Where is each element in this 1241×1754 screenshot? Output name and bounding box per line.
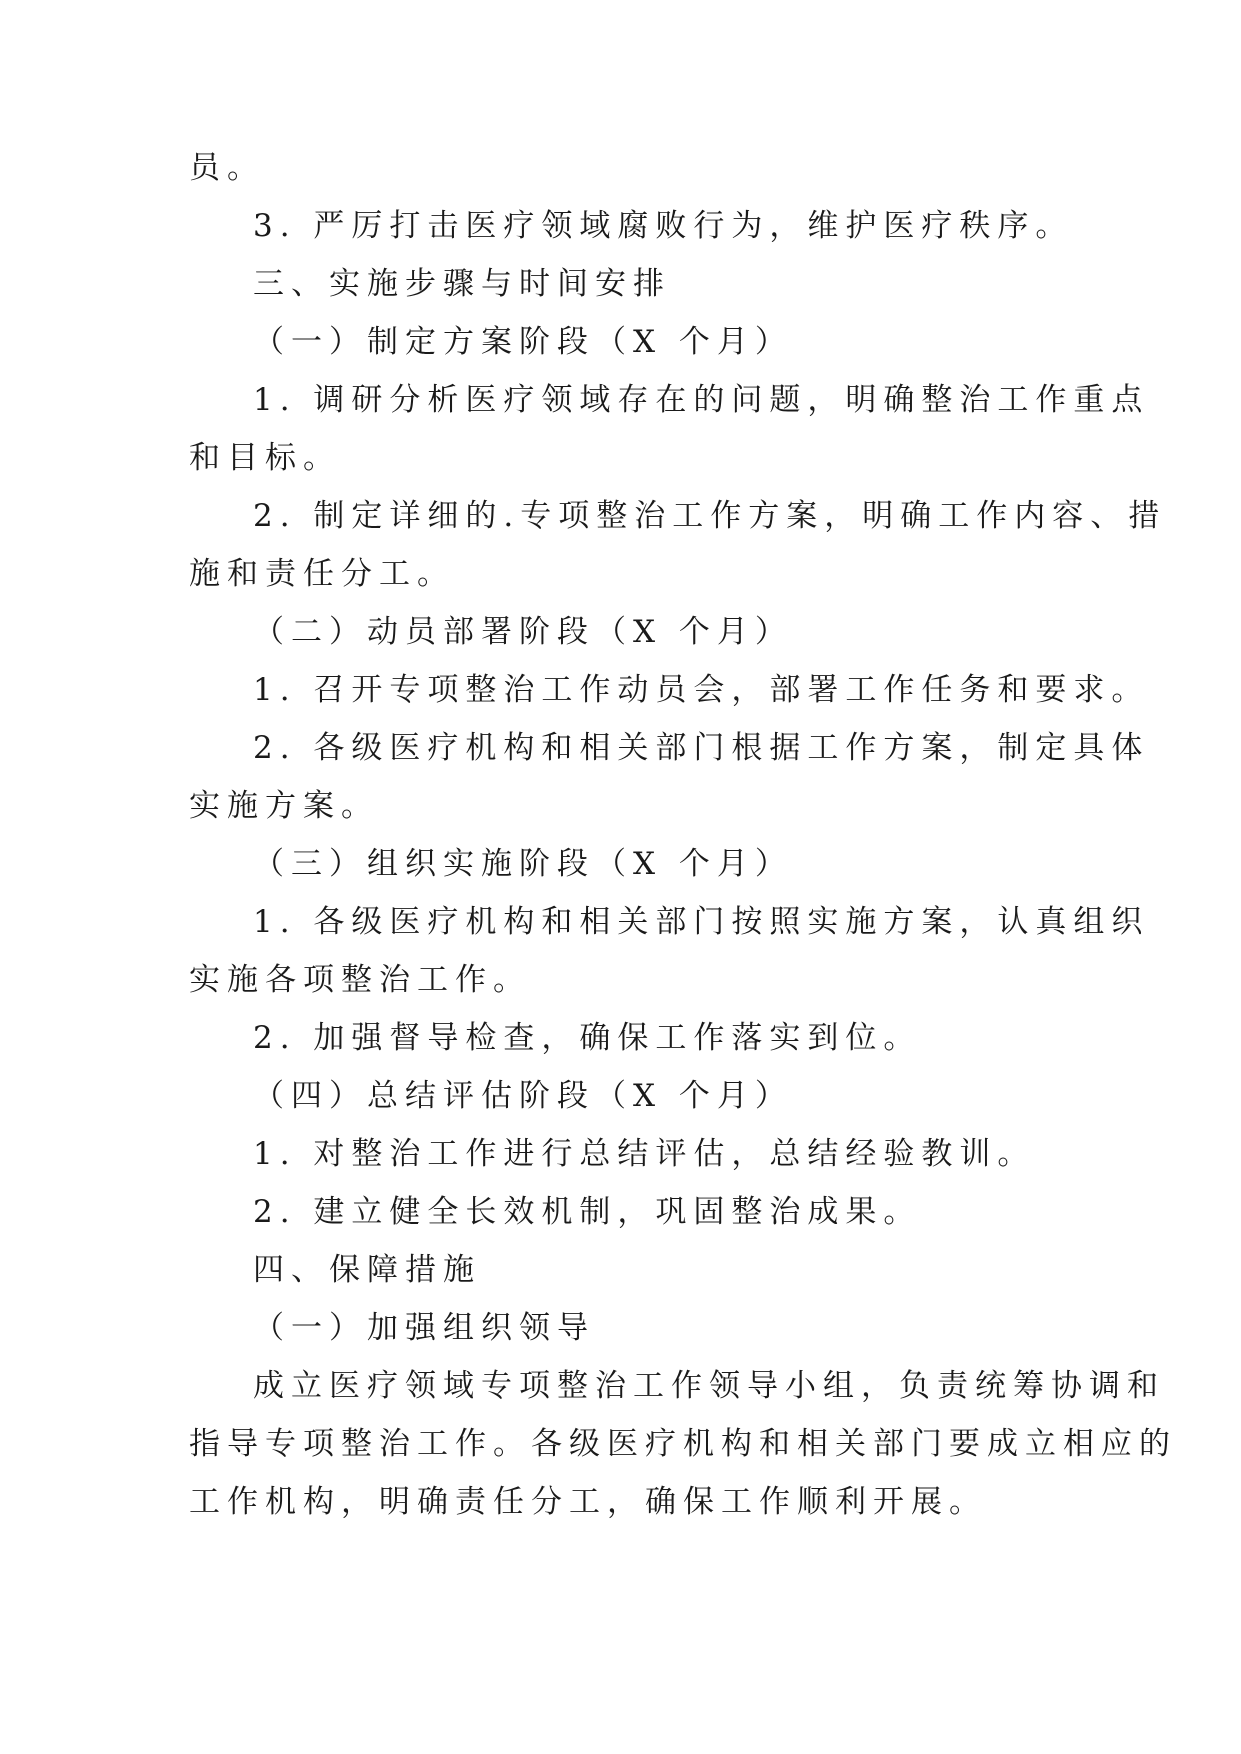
list-item-text: 2. 加强督导检查，确保工作落实到位。 [253,1020,922,1056]
paragraph-text: 工作机构，明确责任分工，确保工作顺利开展。 [189,1484,987,1520]
subsection-heading: （二）动员部署阶段（X 个月） [253,614,793,650]
text-line: 实施各项整治工作。 [189,962,531,998]
text-line: 员。 [189,150,265,186]
list-item-text: 3. 严厉打击医疗领域腐败行为，维护医疗秩序。 [253,208,1074,244]
list-item-text: 2. 建立健全长效机制，巩固整治成果。 [253,1194,922,1230]
list-item-text: 1. 召开专项整治工作动员会，部署工作任务和要求。 [253,672,1150,708]
subsection-heading: （四）总结评估阶段（X 个月） [253,1078,793,1114]
list-item-text: 2. 各级医疗机构和相关部门根据工作方案，制定具体 [253,730,1150,766]
list-item-text: 1. 调研分析医疗领域存在的问题，明确整治工作重点 [253,382,1150,418]
paragraph-text: 指导专项整治工作。各级医疗机构和相关部门要成立相应的 [189,1426,1177,1462]
subsection-heading: （一）制定方案阶段（X 个月） [253,324,793,360]
text-line: 和目标。 [189,440,341,476]
text-line: 实施方案。 [189,788,379,824]
list-item-text: 1. 对整治工作进行总结评估，总结经验教训。 [253,1136,1036,1172]
list-item-text: 1. 各级医疗机构和相关部门按照实施方案，认真组织 [253,904,1150,940]
paragraph-text: 成立医疗领域专项整治工作领导小组，负责统筹协调和 [253,1368,1165,1404]
subsection-heading: （一）加强组织领导 [253,1310,595,1346]
text-line: 施和责任分工。 [189,556,455,592]
section-heading: 四、保障措施 [253,1252,481,1288]
list-item-text: 2. 制定详细的.专项整治工作方案，明确工作内容、措 [253,498,1167,534]
section-heading: 三、实施步骤与时间安排 [253,266,671,302]
subsection-heading: （三）组织实施阶段（X 个月） [253,846,793,882]
